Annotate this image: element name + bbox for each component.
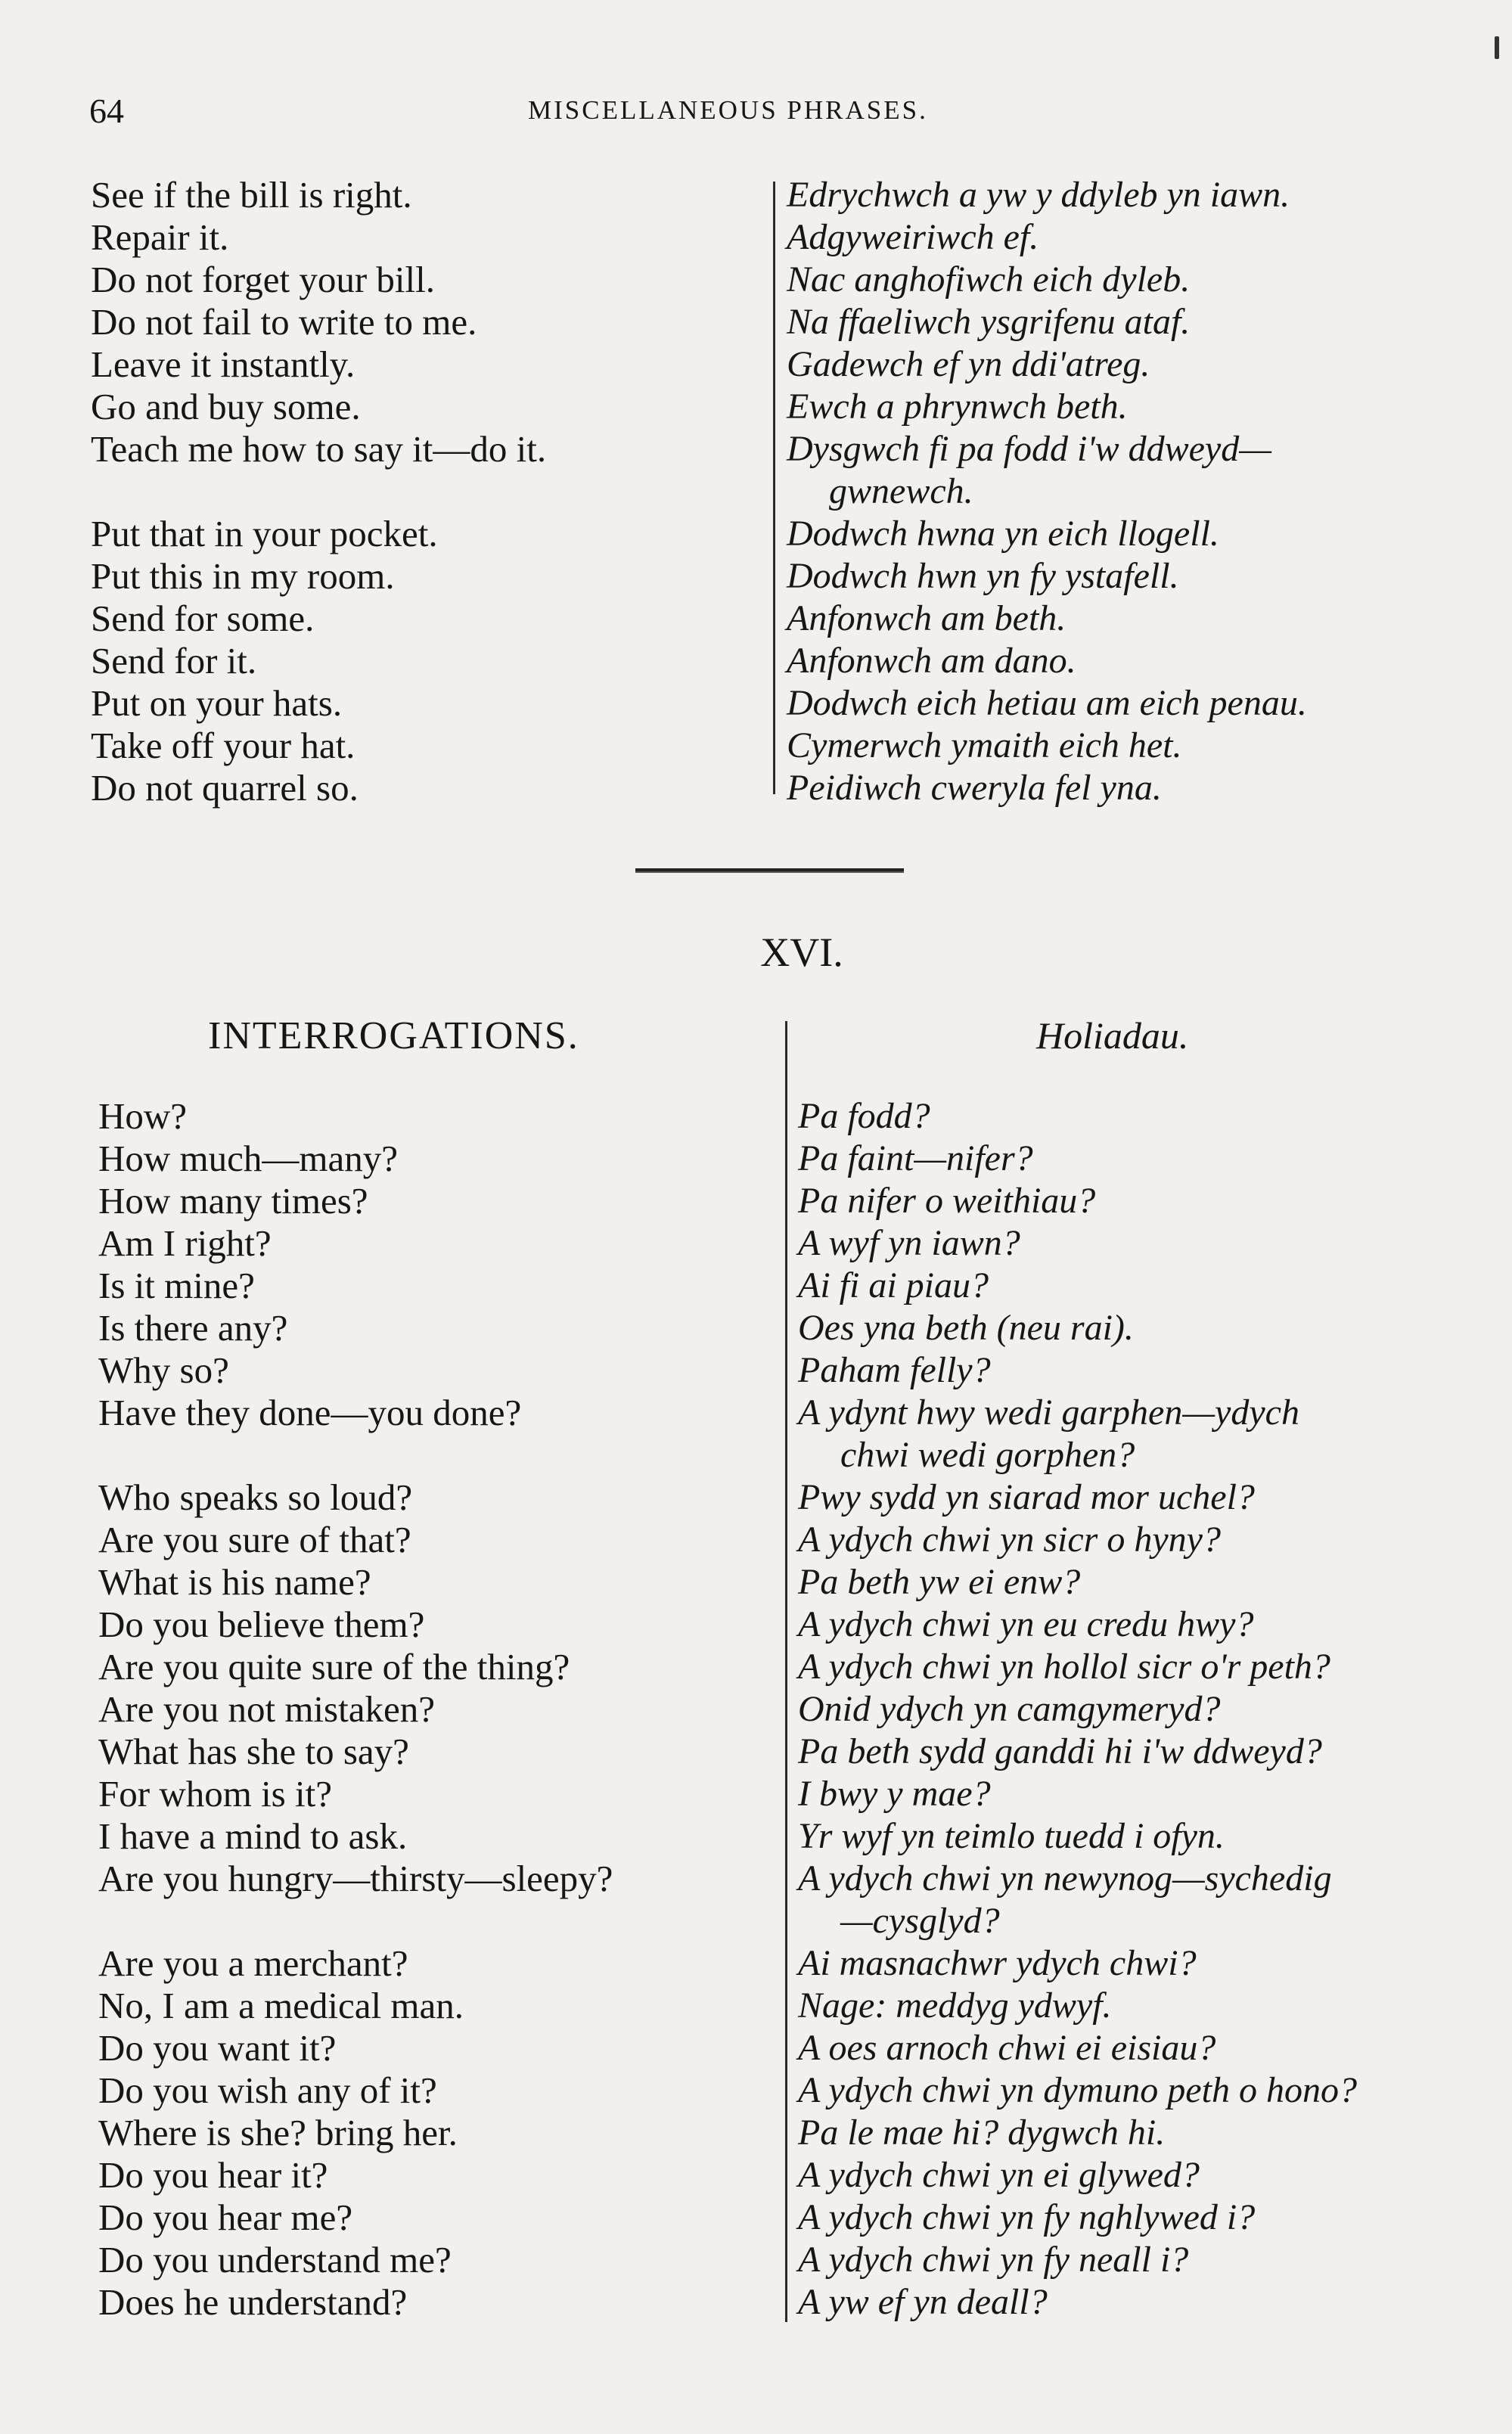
phrase-cy: Peidiwch cweryla fel yna.	[787, 768, 1162, 808]
question-en: No, I am a medical man.	[98, 1985, 464, 2026]
page-header	[89, 91, 1012, 136]
phrase-en: Go and buy some.	[91, 386, 361, 427]
question-cy: A oes arnoch chwi ei eisiau?	[798, 2028, 1216, 2068]
question-en: Do you want it?	[98, 2027, 337, 2069]
phrase-en: Do not forget your bill.	[91, 259, 436, 300]
question-cy: Pa faint—nifer?	[798, 1138, 1033, 1178]
question-en: Are you quite sure of the thing?	[98, 1646, 570, 1687]
question-en: Who speaks so loud?	[98, 1476, 413, 1518]
phrase-cy: Anfonwch am dano.	[787, 641, 1076, 681]
section2-welsh-column	[798, 1095, 1357, 2324]
phrase-cy: Dodwch eich hetiau am eich penau.	[787, 683, 1307, 723]
section1-welsh-column	[787, 174, 1307, 809]
question-cy: A wyf yn iawn?	[798, 1223, 1020, 1263]
phrase-cy: Cymerwch ymaith eich het.	[787, 725, 1182, 765]
question-cy: A ydych chwi yn ei glywed?	[798, 2155, 1200, 2195]
question-cy: Paham felly?	[798, 1350, 991, 1390]
question-en: For whom is it?	[98, 1773, 332, 1815]
question-en: Do you hear it?	[98, 2154, 328, 2196]
phrase-cy: Edrychwch a yw y ddyleb yn iawn.	[787, 175, 1290, 215]
question-en: Are you not mistaken?	[98, 1688, 435, 1730]
question-en: How?	[98, 1095, 188, 1137]
question-en: Where is she? bring her.	[98, 2112, 458, 2153]
question-en: Have they done—you done?	[98, 1392, 522, 1433]
phrase-en: Do not fail to write to me.	[91, 301, 477, 343]
question-en: How many times?	[98, 1180, 368, 1222]
question-en: Is there any?	[98, 1307, 288, 1349]
question-cy: A ydych chwi yn sicr o hyny?	[798, 1520, 1221, 1560]
question-cy: A ydych chwi yn fy neall i?	[798, 2240, 1189, 2280]
phrase-cy: Dodwch hwn yn fy ystafell.	[787, 556, 1179, 596]
section-heading-english: INTERROGATIONS.	[208, 1014, 579, 1057]
question-cy: Ai masnachwr ydych chwi?	[798, 1943, 1197, 1983]
phrase-en: Repair it.	[91, 216, 229, 258]
section-number: XVI.	[760, 930, 843, 975]
question-en: What has she to say?	[98, 1731, 409, 1772]
question-cy: Oes yna beth (neu rai).	[798, 1308, 1134, 1348]
running-head: MISCELLANEOUS PHRASES.	[528, 95, 928, 125]
question-cy: Yr wyf yn teimlo tuedd i ofyn.	[798, 1816, 1225, 1856]
question-cy: I bwy y mae?	[798, 1774, 991, 1814]
question-en: Am I right?	[98, 1222, 272, 1264]
question-cy-continuation: —cysglyd?	[840, 1901, 1000, 1941]
question-en: Is it mine?	[98, 1265, 255, 1306]
phrase-cy: Nac anghofiwch eich dyleb.	[787, 259, 1191, 300]
question-cy: Pa nifer o weithiau?	[798, 1181, 1096, 1221]
question-cy: A yw ef yn deall?	[798, 2282, 1048, 2322]
question-cy: Pwy sydd yn siarad mor uchel?	[798, 1477, 1255, 1517]
section-rule	[635, 868, 904, 871]
phrase-cy: Anfonwch am beth.	[787, 598, 1066, 638]
phrase-en: Do not quarrel so.	[91, 767, 359, 809]
page-edge-mark	[1495, 36, 1499, 59]
question-cy: A ydych chwi yn fy nghlywed i?	[798, 2197, 1256, 2237]
blank-line	[98, 1434, 613, 1476]
question-cy: A ydych chwi yn dymuno peth o hono?	[798, 2070, 1357, 2110]
question-en: How much—many?	[98, 1138, 398, 1179]
phrase-en: Send for it.	[91, 640, 257, 681]
column-divider	[785, 1021, 787, 2322]
blank-line	[91, 470, 546, 513]
question-cy: Onid ydych yn camgymeryd?	[798, 1689, 1221, 1729]
phrase-cy: Dodwch hwna yn eich llogell.	[787, 514, 1219, 554]
phrase-cy: Adgyweiriwch ef.	[787, 217, 1039, 257]
phrase-cy: Gadewch ef yn ddi'atreg.	[787, 344, 1150, 384]
phrase-en: See if the bill is right.	[91, 174, 412, 216]
phrase-en: Take off your hat.	[91, 725, 355, 766]
question-en: Does he understand?	[98, 2281, 408, 2323]
question-en: Do you understand me?	[98, 2239, 452, 2280]
section2-english-column	[98, 1095, 613, 2324]
question-en: Do you wish any of it?	[98, 2069, 437, 2111]
question-en: Are you hungry—thirsty—sleepy?	[98, 1858, 613, 1899]
section-heading-welsh: Holiadau.	[1036, 1014, 1189, 1057]
question-en: What is his name?	[98, 1561, 371, 1603]
phrase-cy: Dysgwch fi pa fodd i'w ddweyd—	[787, 429, 1271, 469]
column-divider	[773, 182, 775, 794]
section1-english-column	[91, 174, 546, 809]
phrase-cy-continuation: gwnewch.	[829, 471, 973, 511]
question-cy: Ai fi ai piau?	[798, 1265, 989, 1305]
question-cy: Pa fodd?	[798, 1096, 930, 1136]
question-cy: A ydych chwi yn eu credu hwy?	[798, 1604, 1254, 1644]
phrase-en: Put this in my room.	[91, 555, 395, 597]
question-cy: A ydynt hwy wedi garphen—ydych	[798, 1392, 1299, 1433]
question-en: Do you believe them?	[98, 1604, 425, 1645]
page-number: 64	[89, 92, 124, 130]
question-cy: A ydych chwi yn hollol sicr o'r peth?	[798, 1647, 1330, 1687]
question-en: Do you hear me?	[98, 2196, 353, 2238]
phrase-en: Put on your hats.	[91, 682, 343, 724]
phrase-en: Teach me how to say it—do it.	[91, 428, 547, 470]
phrase-en: Send for some.	[91, 598, 315, 639]
question-cy: Pa beth sydd ganddi hi i'w ddweyd?	[798, 1731, 1322, 1771]
question-en: Why so?	[98, 1349, 229, 1391]
question-en: I have a mind to ask.	[98, 1815, 408, 1857]
phrase-en: Put that in your pocket.	[91, 513, 438, 554]
phrase-cy: Ewch a phrynwch beth.	[787, 387, 1128, 427]
question-en: Are you a merchant?	[98, 1942, 408, 1984]
question-cy-continuation: chwi wedi gorphen?	[840, 1435, 1135, 1475]
question-en: Are you sure of that?	[98, 1519, 411, 1560]
question-cy: Pa beth yw ei enw?	[798, 1562, 1081, 1602]
question-cy: Pa le mae hi? dygwch hi.	[798, 2113, 1166, 2153]
phrase-cy: Na ffaeliwch ysgrifenu ataf.	[787, 302, 1191, 342]
question-cy: A ydych chwi yn newynog—sychedig	[798, 1858, 1332, 1898]
blank-line	[98, 1900, 613, 1942]
question-cy: Nage: meddyg ydwyf.	[798, 1985, 1112, 2026]
phrase-en: Leave it instantly.	[91, 343, 355, 385]
